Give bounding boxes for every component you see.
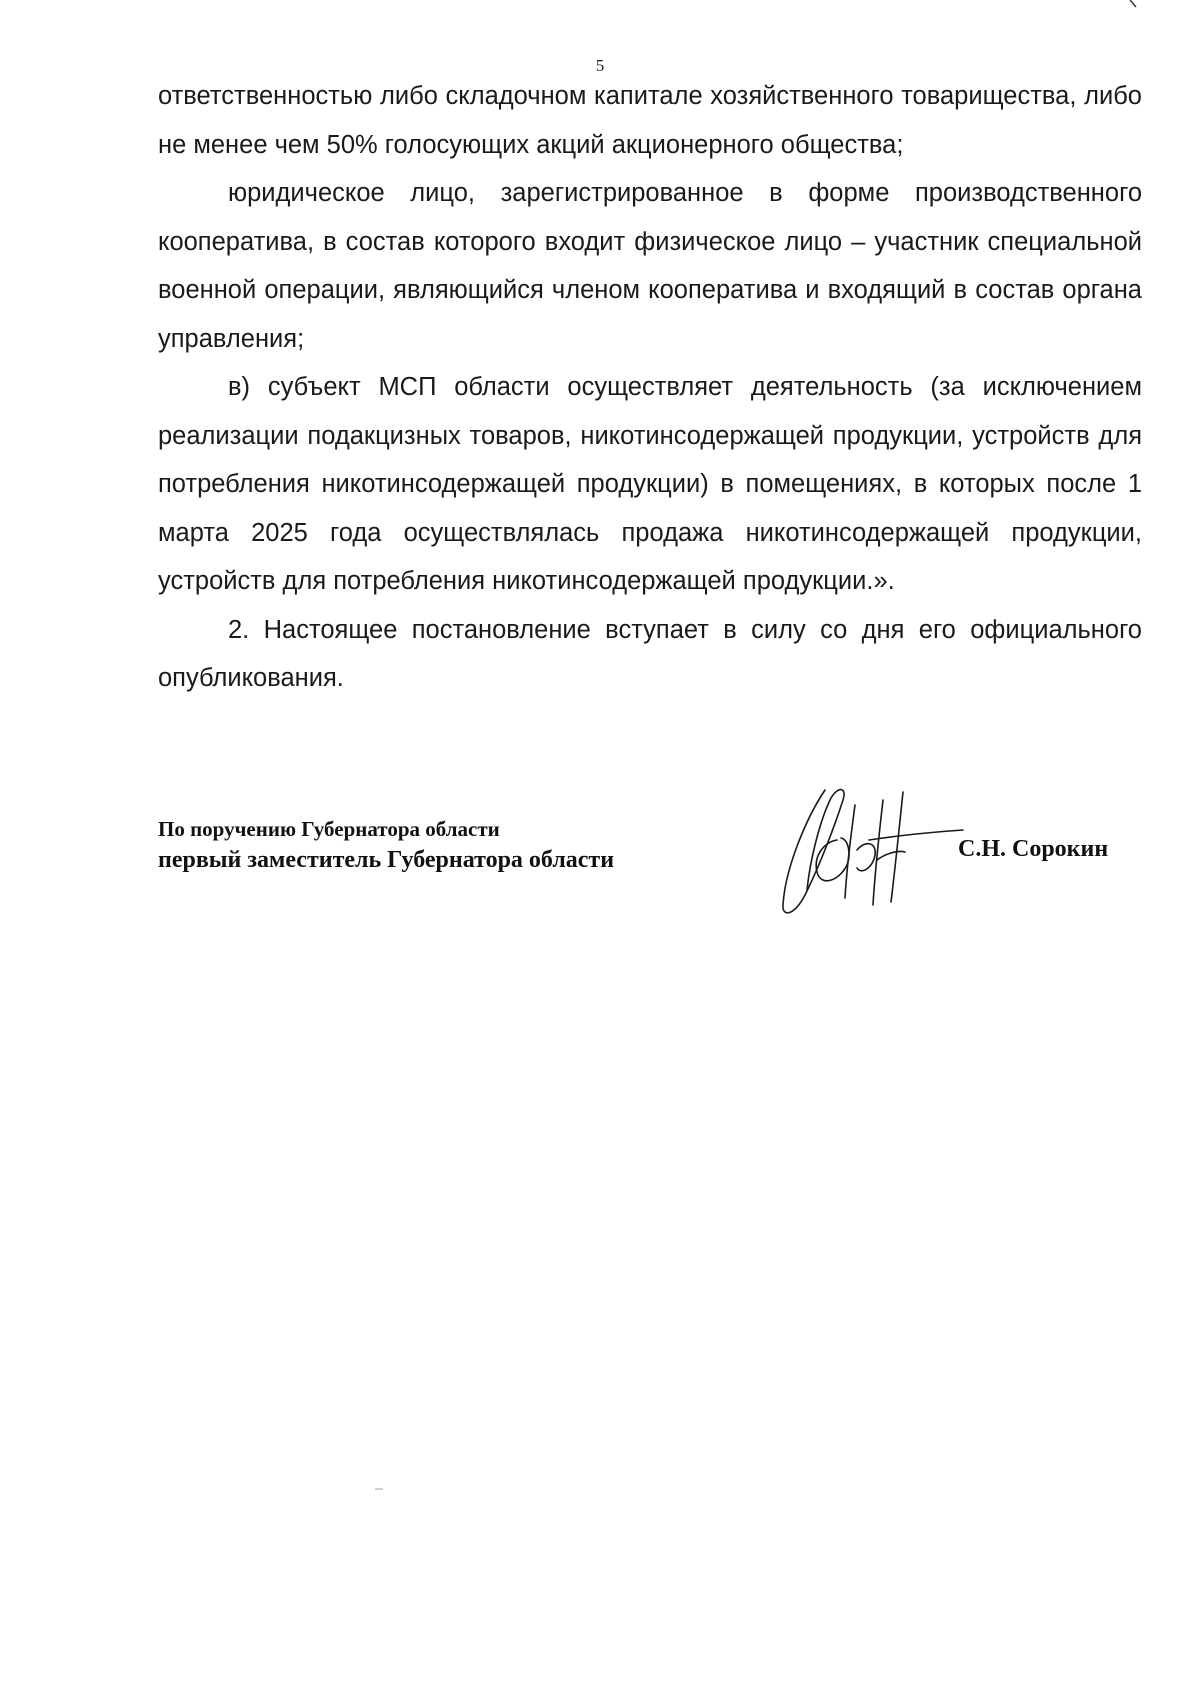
paragraph-2: юридическое лицо, зарегистрированное в форме производственного кооператива, в состав которого входит физическое лицо – участник специальной военной операции, являющийся членом кооператива и входящий в состав органа управления; xyxy=(158,179,1142,353)
paragraph-4: 2. Настоящее постановление вступает в силу со дня его официального опубликования. xyxy=(158,615,1142,692)
paragraph-3: в) субъект МСП области осуществляет деятельность (за исключением реализации подакцизных товаров, никотинсодержащей продукции, устройств для потребления никотинсодержащей продукции) в помещениях, в которых после 1 марта 2025 года осуществлялась продажа никотинсодержащей продукции, устройств для потребления никотинсодержащей продукции.». xyxy=(158,373,1142,595)
signatory-line-2: первый заместитель Губернатора области xyxy=(158,847,615,873)
signatory-line-1: По поручению Губернатора области xyxy=(158,817,500,841)
corner-mark-icon xyxy=(1128,0,1140,8)
document-body xyxy=(158,72,1142,703)
signatory-name: С.Н. Сорокин xyxy=(958,836,1109,862)
page-number: 5 xyxy=(595,56,605,75)
handwritten-signature-icon xyxy=(765,780,965,920)
paragraph-1: ответственностью либо складочном капитале хозяйственного товарищества, либо не менее чем 50% голосующих акций акционерного общества; xyxy=(158,82,1142,159)
scan-speck xyxy=(375,1488,383,1490)
signatory-position xyxy=(158,815,614,877)
